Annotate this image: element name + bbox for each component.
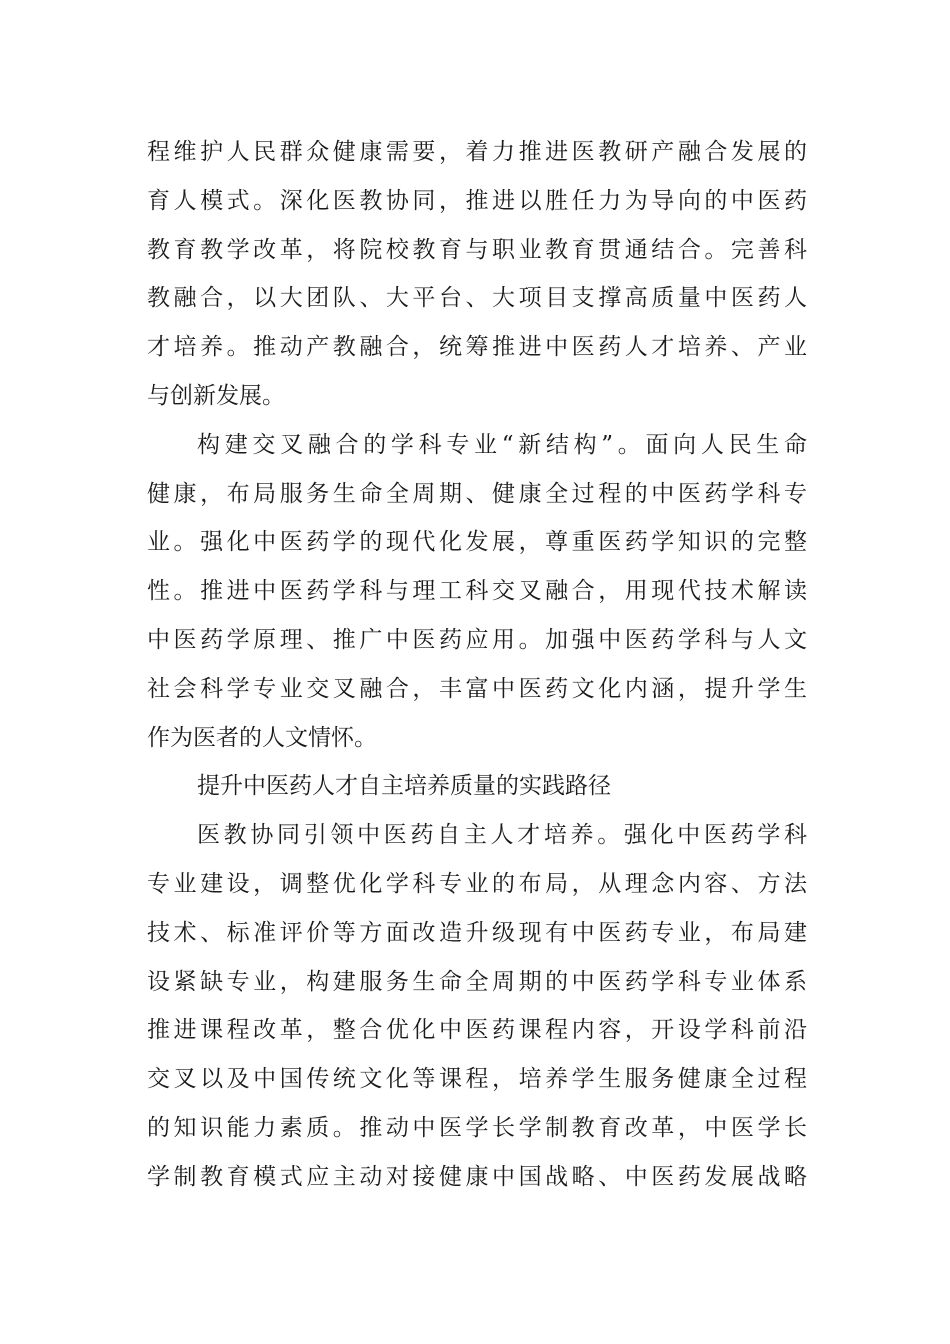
text-line: 健康，布局服务生命全周期、健康全过程的中医药学科专 (147, 480, 807, 507)
text-line: 交叉以及中国传统文化等课程，培养学生服务健康全过程 (147, 1066, 807, 1093)
text-line: 推进课程改革，整合优化中医药课程内容，开设学科前沿 (147, 1017, 807, 1044)
text-line: 中医药学原理、推广中医药应用。加强中医药学科与人文 (147, 626, 807, 653)
text-line: 育人模式。深化医教协同，推进以胜任力为导向的中医药 (147, 187, 807, 214)
text-line: 教育教学改革，将院校教育与职业教育贯通结合。完善科 (147, 236, 807, 263)
body-text (147, 128, 807, 1202)
section-heading: 提升中医药人才自主培养质量的实践路径 (197, 773, 611, 800)
text-line: 的知识能力素质。推动中医学长学制教育改革，中医学长 (147, 1114, 807, 1141)
text-line: 学制教育模式应主动对接健康中国战略、中医药发展战略 (147, 1163, 807, 1190)
text-line: 与创新发展。 (147, 382, 285, 409)
text-line: 业。强化中医药学的现代化发展，尊重医药学知识的完整 (147, 529, 807, 556)
text-line: 技术、标准评价等方面改造升级现有中医药专业，布局建 (147, 919, 807, 946)
text-line: 程维护人民群众健康需要，着力推进医教研产融合发展的 (147, 139, 807, 165)
paragraph-heading-line: 医教协同引领中医药自主人才培养。强化中医药学科 (197, 822, 807, 849)
text-line: 社会科学专业交叉融合，丰富中医药文化内涵，提升学生 (147, 675, 807, 702)
text-line: 作为医者的人文情怀。 (147, 724, 377, 751)
text-line: 才培养。推动产教融合，统筹推进中医药人才培养、产业 (147, 334, 807, 361)
paragraph-heading-line: 构建交叉融合的学科专业“新结构”。面向人民生命 (197, 431, 807, 458)
text-line: 设紧缺专业，构建服务生命全周期的中医药学科专业体系 (147, 968, 807, 995)
text-line: 教融合，以大团队、大平台、大项目支撑高质量中医药人 (147, 285, 807, 312)
text-line: 性。推进中医药学科与理工科交叉融合，用现代技术解读 (147, 578, 807, 605)
text-line: 专业建设，调整优化学科专业的布局，从理念内容、方法 (147, 870, 807, 897)
